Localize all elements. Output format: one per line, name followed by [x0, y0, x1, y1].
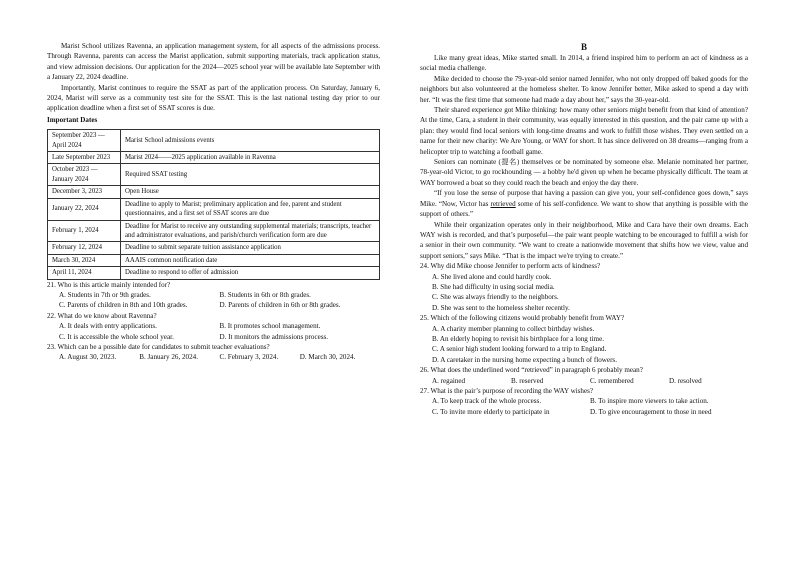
event-cell: Open House — [121, 186, 380, 198]
question-stem: 27. What is the pair’s purpose of recording the WAY wishes? — [420, 387, 594, 395]
option-row — [47, 290, 380, 300]
passage-paragraph-4: Seniors can nominate (提名) themselves or be nominated by someone else. Melanie nominated her partner, 78-year-old Victor, to go rockhounding — a hobby he'd given up when he became physically difficult. The team at WAY borrowed a boat so they could reach the beach and enjoy the day there. — [420, 158, 748, 187]
answer-option[interactable]: D. resolved — [669, 376, 702, 385]
event-cell: Deadline to apply to Marist; preliminary application and fee, parent and student questionnaires, and a first set of SSAT scores are due — [121, 198, 380, 220]
option-row — [47, 300, 380, 310]
answer-option[interactable]: A. Students in 7th or 9th grades. — [59, 290, 151, 299]
answer-option[interactable]: C. She was always friendly to the neighbors. — [432, 293, 559, 302]
date-row — [48, 198, 380, 220]
date-cell: Late September 2023 — [48, 152, 121, 164]
important-dates-heading: Important Dates — [47, 115, 98, 124]
answer-option[interactable]: C. remembered — [590, 376, 634, 385]
answer-option[interactable]: A. August 30, 2023. — [59, 353, 117, 362]
passage-paragraph-5 — [420, 188, 748, 219]
date-cell: January 22, 2024 — [48, 198, 121, 220]
answer-option[interactable]: B. To inspire more viewers to take action. — [590, 397, 709, 406]
passage-paragraph-3: Their shared experience got Mike thinking: how many other seniors might benefit from that kind of attention? At the time, Cara, a student in their community, was equally interested in this question, and the pair came up with a plan: they would find local seniors with long-time dreams and work to fulfill those wishes. They even settled on a name for their new charity: We Are Young, or WAY for short. It has since delivered on 38 dreams—ranging from a helicopter trip to watching a football game. — [420, 106, 748, 156]
answer-option[interactable]: C. Parents of children in 8th and 10th grades. — [59, 301, 188, 310]
underlined-word: retrieved — [490, 199, 516, 208]
question-stem: 23. Which can be a possible date for candidates to submit teacher evaluations? — [47, 342, 270, 351]
answer-option[interactable]: B. She had difficulty in using social media. — [432, 282, 555, 291]
answer-option[interactable]: A. To keep track of the whole process. — [432, 397, 542, 406]
answer-option[interactable]: A. A charity member planning to collect birthday wishes. — [432, 324, 595, 333]
date-row — [48, 254, 380, 266]
answer-option[interactable]: A. regained — [432, 376, 466, 385]
answer-option[interactable]: D. Parents of children in 6th or 8th grades. — [219, 301, 341, 310]
date-row — [48, 242, 380, 254]
answer-option[interactable]: A. It deals with entry applications. — [59, 322, 157, 331]
question-stem: 22. What do we know about Ravenna? — [47, 311, 157, 320]
para5-text-a: “If you lose the sense of purpose that having a passion can give you, your self-confidence goes down,” says Mike. “Now, Victor has — [420, 189, 748, 208]
para5-text-b: some of his self-confidence. We want to show that anything is possible with the support of others.” — [420, 199, 749, 219]
option-row — [47, 352, 380, 362]
intro-paragraph-1: Marist School utilizes Ravenna, an application management system, for all aspects of the admissions process. Through Ravenna, parents can access the Marist application, submit supporting materials, track application status, and view admission decisions. Our application for the 2024—2025 school year will be available late September with a January 22, 2024 deadline. — [47, 42, 380, 82]
option-row — [420, 324, 748, 334]
intro-paragraph-2: Importantly, Marist continues to require the SSAT as part of the application process. On Saturday, January 6, 2024, Marist will serve as a community test site for the SSAT. This is the last national testing day prior to our application deadline when a first set of SSAT scores is due. — [47, 83, 380, 113]
question-stem: 26. What does the underlined word “retrieved” in paragraph 6 probably mean? — [420, 366, 643, 375]
option-row — [420, 407, 748, 417]
important-dates-table — [47, 129, 380, 279]
date-cell: April 11, 2024 — [48, 267, 121, 279]
date-row — [48, 130, 380, 152]
date-row — [48, 267, 380, 279]
option-row — [47, 321, 380, 331]
event-cell: AAAIS common notification date — [121, 254, 380, 266]
option-row — [420, 272, 748, 282]
event-cell: Marist School admissions events — [121, 130, 380, 152]
passage-paragraph-2: Mike decided to choose the 79-year-old senior named Jennifer, who not only dropped off baked goods for the neighbors but also volunteered at the homeless shelter. To know Jennifer better, Mike asked to spend a day with her. “It was the first time that someone had made a day about her,” says the 30-year-old. — [420, 74, 748, 104]
answer-option[interactable]: D. She was sent to the homeless shelter recently. — [432, 303, 570, 312]
event-cell: Deadline to respond to offer of admission — [121, 267, 380, 279]
date-row — [48, 164, 380, 186]
date-cell: October 2023 —January 2024 — [48, 164, 121, 186]
answer-option[interactable]: C. It is accessible the whole school year. — [59, 332, 174, 341]
event-cell: Marist 2024——2025 application available in Ravenna — [121, 152, 380, 164]
answer-option[interactable]: B. reserved — [511, 376, 544, 385]
question-stem: 24. Why did Mike choose Jennifer to perform acts of kindness? — [420, 262, 601, 271]
questions-24-27 — [420, 261, 748, 417]
left-column — [47, 41, 380, 363]
answer-option[interactable]: D. To give encouragement to those in need — [590, 407, 712, 416]
option-row — [420, 334, 748, 344]
passage-paragraph-6: While their organization operates only in their neighborhood, Mike and Cara have their own dreams. Each WAY wish is recorded, and that’s purposeful—the pair want people watching to be encouraged to fulfill a wish for a senior in their own community. “We want to create a nationwide movement that shifts how we view, value and support seniors,” says Mike. “That is the impact we're trying to create.” — [420, 220, 748, 260]
event-cell: Deadline to submit separate tuition assistance application — [121, 242, 380, 254]
date-row — [48, 220, 380, 242]
answer-option[interactable]: A. She lived alone and could hardly cook. — [432, 272, 552, 281]
date-cell: September 2023 —April 2024 — [48, 130, 121, 152]
question-stem: 25. Which of the following citizens would probably benefit from WAY? — [420, 314, 625, 323]
right-column — [420, 41, 748, 417]
option-row — [420, 303, 748, 313]
answer-option[interactable]: B. It promotes school management. — [219, 322, 321, 331]
questions-21-23 — [47, 280, 380, 363]
passage-paragraph-1: Like many great ideas, Mike started small. In 2014, a friend inspired him to perform an act of kindness as a social media challenge. — [420, 54, 748, 73]
option-row — [420, 376, 748, 386]
answer-option[interactable]: C. To invite more elderly to participate in — [432, 407, 550, 416]
date-row — [48, 186, 380, 198]
option-row — [420, 292, 748, 302]
answer-option[interactable]: C. February 3, 2024. — [219, 353, 279, 362]
date-cell: February 12, 2024 — [48, 242, 121, 254]
answer-option[interactable]: C. A senior high student looking forward to a trip to England. — [432, 345, 607, 354]
option-row — [47, 332, 380, 342]
answer-option[interactable]: B. Students in 6th or 8th grades. — [219, 290, 311, 299]
answer-option[interactable]: D. March 30, 2024. — [299, 353, 356, 362]
option-row — [420, 344, 748, 354]
date-cell: February 1, 2024 — [48, 220, 121, 242]
answer-option[interactable]: B. January 26, 2024. — [139, 353, 198, 362]
question-stem: 21. Who is this article mainly intended for? — [47, 280, 171, 289]
answer-option[interactable]: D. It monitors the admissions process. — [219, 332, 329, 341]
date-cell: March 30, 2024 — [48, 254, 121, 266]
option-row — [420, 355, 748, 365]
date-row — [48, 152, 380, 164]
option-row — [420, 282, 748, 292]
event-cell: Deadline for Marist to receive any outstanding supplemental materials; transcripts, teacher and administrator evaluations, and parish/church verification form are due — [121, 220, 380, 242]
date-cell: December 3, 2023 — [48, 186, 121, 198]
answer-option[interactable]: D. A caretaker in the nursing home expecting a bunch of flowers. — [432, 355, 617, 364]
event-cell: Required SSAT testing — [121, 164, 380, 186]
passage-b-title: B — [580, 42, 587, 52]
option-row — [420, 396, 748, 406]
answer-option[interactable]: B. An elderly hoping to revisit his birthplace for a long time. — [432, 334, 604, 343]
